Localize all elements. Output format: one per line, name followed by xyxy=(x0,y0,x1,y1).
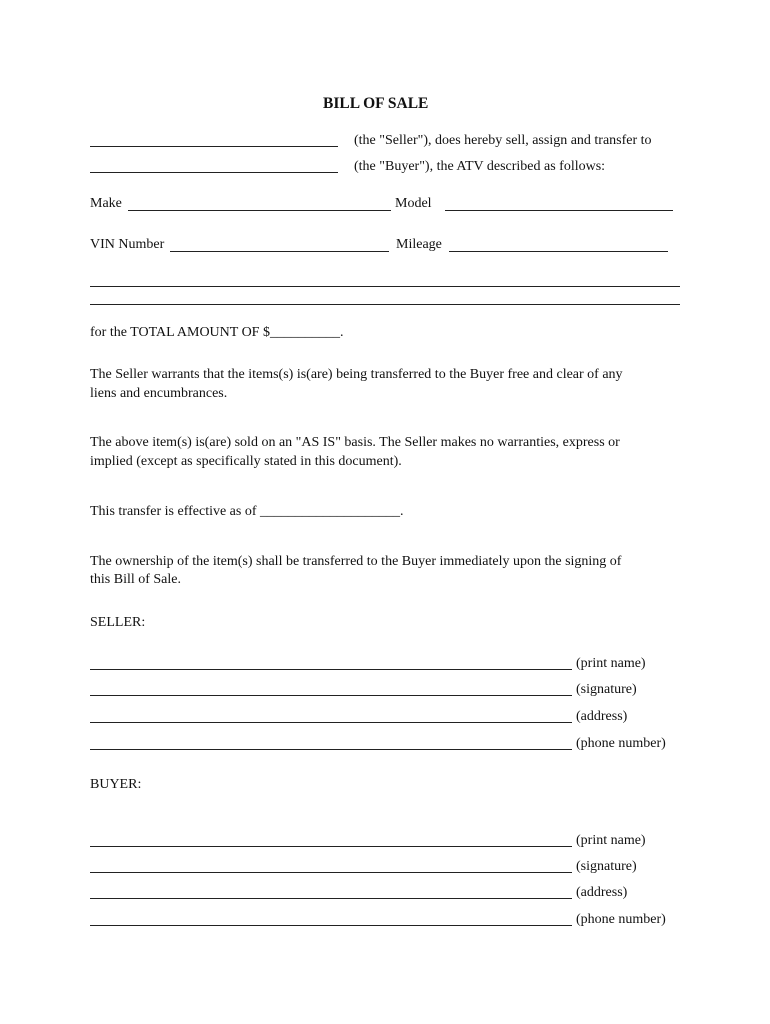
seller-print-name-line[interactable] xyxy=(90,669,572,670)
as-is-text-line-1: The above item(s) is(are) sold on an "AS IS" basis. The Seller makes no warranties, express or xyxy=(90,435,620,450)
ownership-text-line-2: this Bill of Sale. xyxy=(90,572,181,587)
seller-phone-label: (phone number) xyxy=(576,736,666,751)
warranty-text-line-2: liens and encumbrances. xyxy=(90,386,228,401)
mileage-field-line[interactable] xyxy=(449,251,668,252)
buyer-phone-label: (phone number) xyxy=(576,912,666,927)
effective-date-text: This transfer is effective as of ____________________. xyxy=(90,504,404,519)
buyer-print-name-label: (print name) xyxy=(576,833,646,848)
warranty-text-line-1: The Seller warrants that the items(s) is(are) being transferred to the Buyer free and clear of any xyxy=(90,367,623,382)
buyer-signature-line[interactable] xyxy=(90,872,572,873)
buyer-intro-text: (the "Buyer"), the ATV described as follows: xyxy=(354,159,606,174)
description-line-1[interactable] xyxy=(90,286,680,287)
page-title: BILL OF SALE xyxy=(323,95,429,112)
buyer-signature-label: (signature) xyxy=(576,859,637,874)
seller-intro-text: (the "Seller"), does hereby sell, assign and transfer to xyxy=(354,133,652,148)
mileage-label: Mileage xyxy=(396,237,442,252)
as-is-text-line-2: implied (except as specifically stated in this document). xyxy=(90,454,402,469)
seller-address-label: (address) xyxy=(576,709,628,724)
seller-signature-label: (signature) xyxy=(576,682,637,697)
buyer-heading: BUYER: xyxy=(90,777,142,792)
make-field-line[interactable] xyxy=(128,210,391,211)
buyer-phone-line[interactable] xyxy=(90,925,572,926)
buyer-address-label: (address) xyxy=(576,885,628,900)
vin-field-line[interactable] xyxy=(170,251,389,252)
ownership-text-line-1: The ownership of the item(s) shall be transferred to the Buyer immediately upon the signing of xyxy=(90,554,622,569)
seller-address-line[interactable] xyxy=(90,722,572,723)
seller-signature-line[interactable] xyxy=(90,695,572,696)
vin-label: VIN Number xyxy=(90,237,165,252)
model-label: Model xyxy=(395,196,432,211)
description-line-2[interactable] xyxy=(90,304,680,305)
total-amount-text: for the TOTAL AMOUNT OF $__________. xyxy=(90,325,344,340)
buyer-print-name-line[interactable] xyxy=(90,846,572,847)
seller-print-name-label: (print name) xyxy=(576,656,646,671)
model-field-line[interactable] xyxy=(445,210,673,211)
seller-phone-line[interactable] xyxy=(90,749,572,750)
buyer-name-line[interactable] xyxy=(90,172,338,173)
make-label: Make xyxy=(90,196,122,211)
buyer-address-line[interactable] xyxy=(90,898,572,899)
seller-name-line[interactable] xyxy=(90,146,338,147)
seller-heading: SELLER: xyxy=(90,615,146,630)
